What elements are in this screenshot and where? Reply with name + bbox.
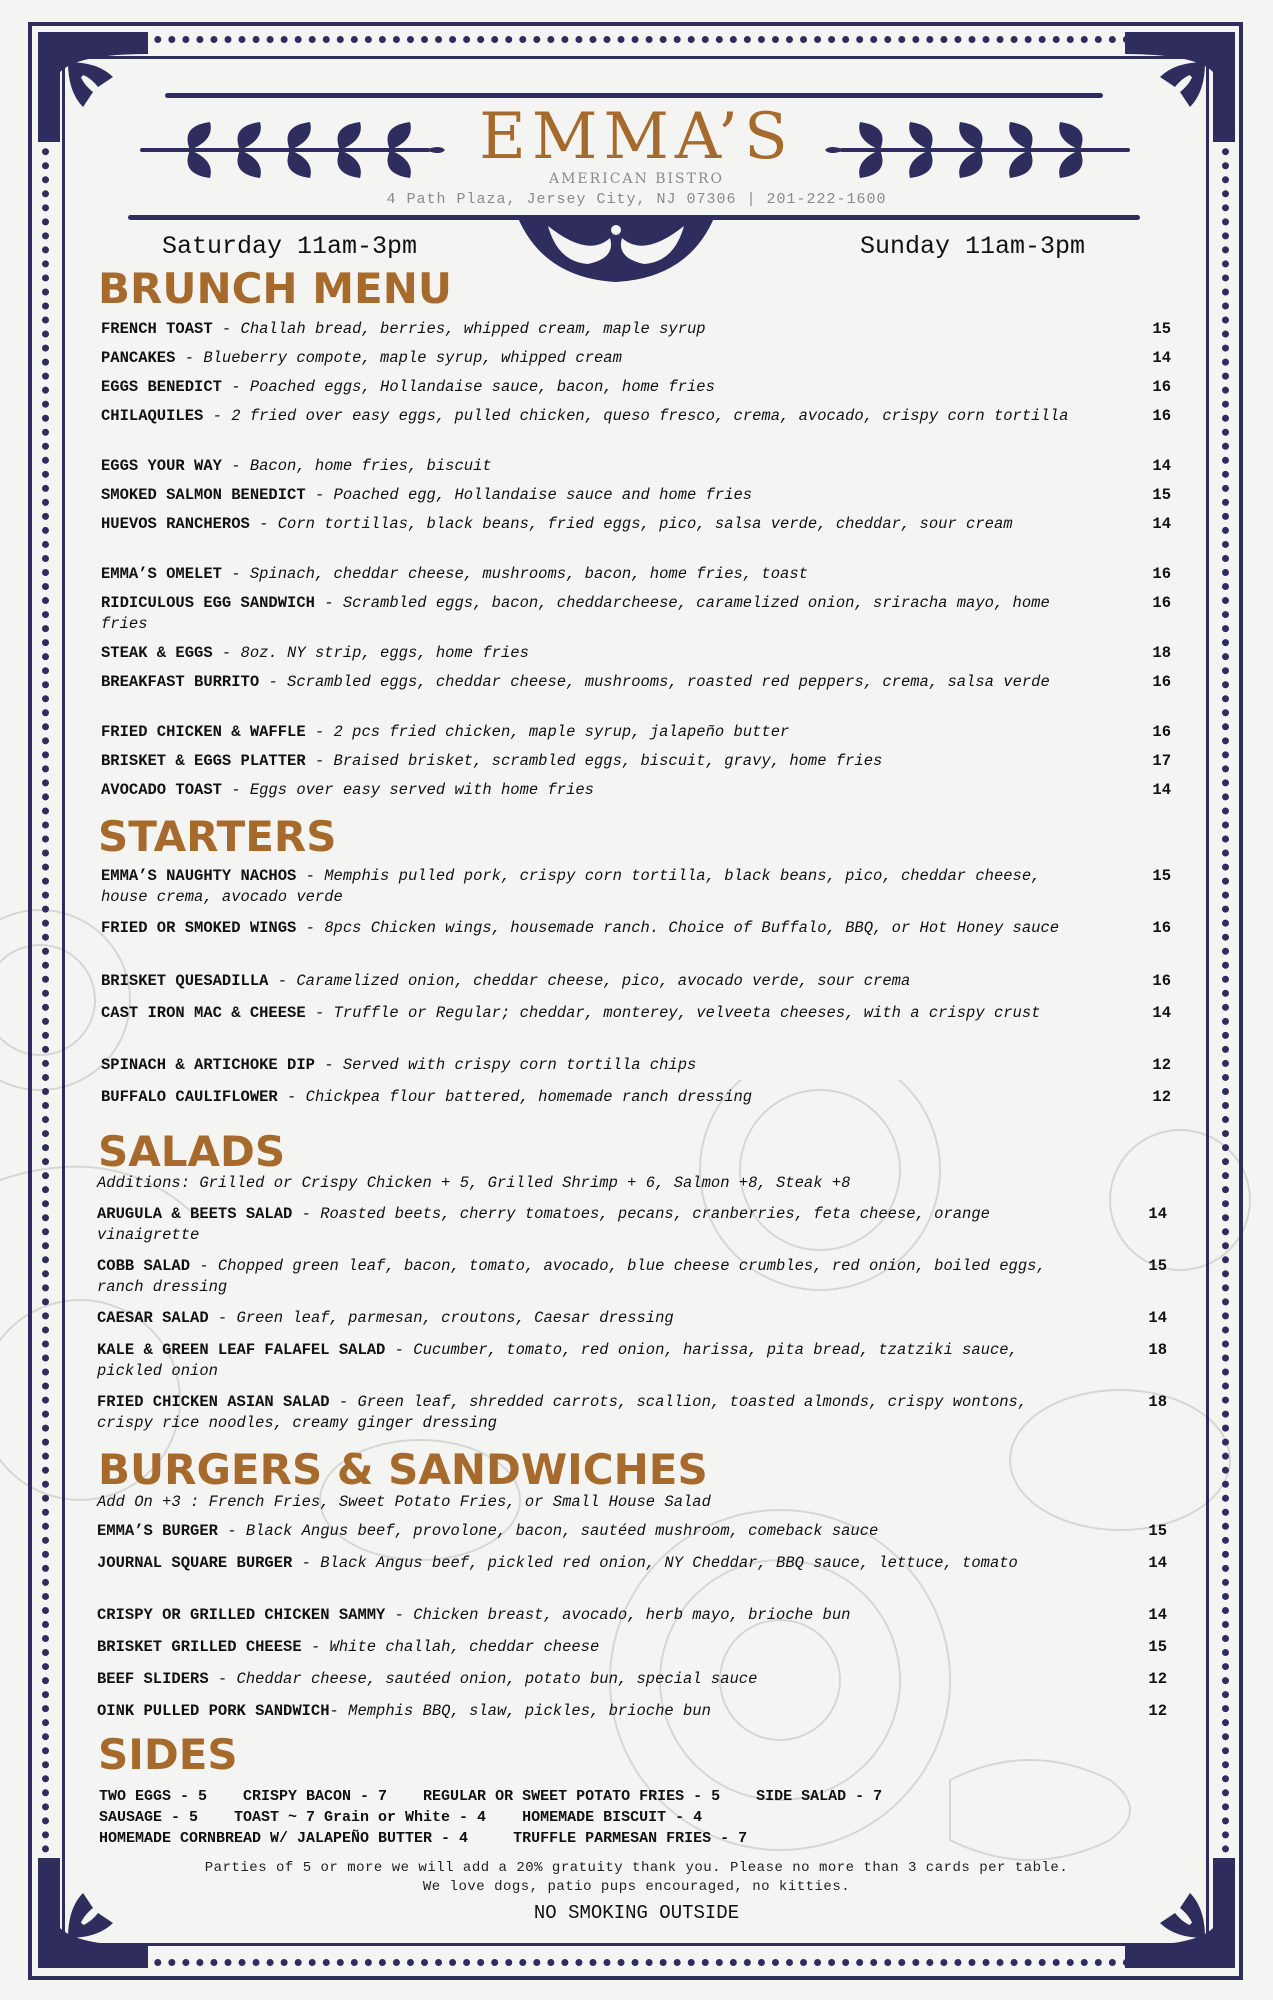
menu-item-price: 14 (1152, 1004, 1171, 1022)
menu-item (97, 1605, 1167, 1626)
center-ornament-icon (518, 218, 714, 282)
menu-item-price: 14 (1148, 1554, 1167, 1572)
menu-item-price: 14 (1148, 1309, 1167, 1327)
menu-item-description: - Green leaf, parmesan, croutons, Caesar dressing (208, 1309, 674, 1327)
menu-item-text (101, 672, 1081, 693)
menu-item-text (101, 456, 1081, 477)
menu-item-name: FRIED CHICKEN & WAFFLE (101, 723, 306, 741)
menu-item-name: CHILAQUILES (101, 407, 204, 425)
menu-item-description: - Poached egg, Hollandaise sauce and home fries (305, 486, 753, 504)
menu-item (101, 643, 1171, 664)
menu-item-name: BEEF SLIDERS (97, 1670, 209, 1688)
menu-item-description: - Scrambled eggs, cheddar cheese, mushrooms, roasted red peppers, crema, salsa verde (259, 673, 1050, 691)
menu-item-price: 16 (1152, 594, 1171, 612)
menu-item-price: 14 (1152, 515, 1171, 533)
menu-item-description: - Scrambled eggs, bacon, cheddarcheese, caramelized onion, sriracha mayo, home fries (101, 594, 1050, 633)
menu-item-text (101, 514, 1081, 535)
menu-item-text (101, 564, 1081, 585)
section-title-brunch: BRUNCH MENU (98, 264, 452, 313)
menu-item (97, 1521, 1167, 1542)
menu-item (97, 1340, 1167, 1382)
menu-item-name: FRIED CHICKEN ASIAN SALAD (97, 1393, 330, 1411)
menu-item-text (101, 918, 1081, 939)
menu-item-price: 18 (1148, 1393, 1167, 1411)
menu-item-description: - Truffle or Regular; cheddar, monterey, velveeta cheeses, with a crispy crust (305, 1004, 1041, 1022)
menu-item-price: 15 (1148, 1257, 1167, 1275)
menu-item-name: FRIED OR SMOKED WINGS (101, 919, 297, 937)
menu-item (101, 918, 1171, 939)
menu-item-price: 12 (1152, 1056, 1171, 1074)
menu-item-price: 14 (1148, 1205, 1167, 1223)
menu-item-price: 14 (1152, 349, 1171, 367)
menu-item-description: - 8oz. NY strip, eggs, home fries (212, 644, 529, 662)
menu-item-text (101, 377, 1081, 398)
menu-item-text (97, 1669, 1077, 1690)
menu-item-name: BREAKFAST BURRITO (101, 673, 260, 691)
menu-item-description: - Bacon, home fries, biscuit (221, 457, 492, 475)
footer-dogs-note: We love dogs, patio pups encouraged, no kitties. (422, 1879, 851, 1895)
menu-item-description: - Cucumber, tomato, red onion, harissa, pita bread, tzatziki sauce, pickled onion (97, 1341, 1018, 1380)
hours-saturday: Saturday 11am-3pm (162, 232, 418, 261)
menu-item-name: JOURNAL SQUARE BURGER (97, 1554, 293, 1572)
menu-item (101, 564, 1171, 585)
menu-item-description: - White challah, cheddar cheese (301, 1638, 600, 1656)
menu-item-name: BRISKET QUESADILLA (101, 972, 269, 990)
menu-item-text (101, 593, 1081, 635)
menu-item-price: 14 (1148, 1606, 1167, 1624)
section-title-starters: STARTERS (98, 812, 337, 861)
restaurant-address: 4 Path Plaza, Jersey City, NJ 07306 | 201-222-1600 (386, 191, 887, 208)
menu-item (97, 1308, 1167, 1329)
menu-item (97, 1204, 1167, 1246)
menu-item-price: 15 (1152, 486, 1171, 504)
menu-item (101, 751, 1171, 772)
menu-item-name: COBB SALAD (97, 1257, 191, 1275)
menu-item-name: KALE & GREEN LEAF FALAFEL SALAD (97, 1341, 386, 1359)
menu-item-text (101, 722, 1081, 743)
menu-item-name: CAESAR SALAD (97, 1309, 209, 1327)
menu-item-text (97, 1637, 1077, 1658)
menu-item-price: 18 (1152, 644, 1171, 662)
menu-item-description: - Chopped green leaf, bacon, tomato, avocado, blue cheese crumbles, red onion, boiled eggs, ranch dressing (97, 1257, 1046, 1296)
menu-item (101, 1087, 1171, 1108)
menu-item-text (97, 1701, 1077, 1722)
menu-item-name: EMMA’S OMELET (101, 565, 222, 583)
menu-item-name: CRISPY OR GRILLED CHICKEN SAMMY (97, 1606, 386, 1624)
menu-item-description: - Spinach, cheddar cheese, mushrooms, bacon, home fries, toast (221, 565, 808, 583)
menu-item-name: SPINACH & ARTICHOKE DIP (101, 1056, 315, 1074)
menu-item-text (101, 780, 1081, 801)
menu-item (97, 1553, 1167, 1574)
menu-item-text (101, 485, 1081, 506)
menu-item-text (101, 971, 1081, 992)
menu-item (97, 1392, 1167, 1434)
menu-item (101, 866, 1171, 908)
menu-item-description: - Black Angus beef, provolone, bacon, sautéed mushroom, comeback sauce (217, 1522, 879, 1540)
menu-item-text (101, 348, 1081, 369)
menu-item (101, 377, 1171, 398)
menu-item-text (97, 1340, 1077, 1382)
menu-item-name: ARUGULA & BEETS SALAD (97, 1205, 293, 1223)
menu-item (101, 780, 1171, 801)
menu-item (101, 319, 1171, 340)
menu-item-description: - Chickpea flour battered, homemade ranch dressing (277, 1088, 753, 1106)
menu-item-price: 16 (1152, 378, 1171, 396)
menu-item-description: - Served with crispy corn tortilla chips (314, 1056, 697, 1074)
menu-item (97, 1701, 1167, 1722)
menu-item-price: 16 (1152, 673, 1171, 691)
menu-item (101, 485, 1171, 506)
menu-item-price: 16 (1152, 972, 1171, 990)
menu-item-description: - Chicken breast, avocado, herb mayo, brioche bun (385, 1606, 851, 1624)
menu-item-name: CAST IRON MAC & CHEESE (101, 1004, 306, 1022)
header-rule-top (165, 93, 1103, 98)
menu-item-text (101, 1055, 1081, 1076)
menu-item-text (101, 751, 1081, 772)
menu-item-price: 16 (1152, 919, 1171, 937)
menu-item (101, 722, 1171, 743)
menu-item-description: - Cheddar cheese, sautéed onion, potato bun, special sauce (208, 1670, 758, 1688)
menu-item-description: - Roasted beets, cherry tomatoes, pecans, cranberries, feta cheese, orange vinaigrette (97, 1205, 990, 1244)
menu-item-text (101, 319, 1081, 340)
menu-item (101, 672, 1171, 693)
menu-item-price: 15 (1148, 1522, 1167, 1540)
menu-item (101, 456, 1171, 477)
section-title-sides: SIDES (98, 1730, 238, 1779)
menu-item-description: - Corn tortillas, black beans, fried eggs, pico, salsa verde, cheddar, sour cream (249, 515, 1013, 533)
menu-item-description: - Caramelized onion, cheddar cheese, pico, avocado verde, sour crema (268, 972, 911, 990)
menu-item-text (97, 1605, 1077, 1626)
menu-item-name: SMOKED SALMON BENEDICT (101, 486, 306, 504)
menu-item-description: - Challah bread, berries, whipped cream, maple syrup (212, 320, 706, 338)
menu-item-name: EMMA’S NAUGHTY NACHOS (101, 867, 297, 885)
menu-item-price: 12 (1152, 1088, 1171, 1106)
menu-item-price: 15 (1152, 320, 1171, 338)
menu-item-name: AVOCADO TOAST (101, 781, 222, 799)
menu-item-description: - 2 fried over easy eggs, pulled chicken, queso fresco, crema, avocado, crispy corn tortilla (203, 407, 1069, 425)
menu-item-text (97, 1521, 1077, 1542)
menu-item-name: STEAK & EGGS (101, 644, 213, 662)
footer-gratuity-note: Parties of 5 or more we will add a 20% gratuity thank you. Please no more than 3 cards per table. (204, 1860, 1069, 1876)
menu-item-text (97, 1553, 1077, 1574)
menu-item-price: 12 (1148, 1670, 1167, 1688)
menu-item-description: - 8pcs Chicken wings, housemade ranch. Choice of Buffalo, BBQ, or Hot Honey sauce (296, 919, 1060, 937)
restaurant-name: EMMA’S (479, 100, 794, 174)
menu-item-text (101, 866, 1081, 908)
menu-item-name: BRISKET GRILLED CHEESE (97, 1638, 302, 1656)
menu-item (101, 593, 1171, 635)
menu-item (97, 1637, 1167, 1658)
menu-item-name: RIDICULOUS EGG SANDWICH (101, 594, 315, 612)
menu-item-name: EMMA’S BURGER (97, 1522, 218, 1540)
menu-item-name: BRISKET & EGGS PLATTER (101, 752, 306, 770)
menu-item-price: 15 (1152, 867, 1171, 885)
menu-item-description: - Blueberry compote, maple syrup, whipped cream (175, 349, 622, 367)
hours-sunday: Sunday 11am-3pm (860, 232, 1086, 261)
menu-item-price: 17 (1152, 752, 1171, 770)
menu-item (101, 1003, 1171, 1024)
menu-item-price: 15 (1148, 1638, 1167, 1656)
menu-item (101, 406, 1171, 427)
menu-item (97, 1669, 1167, 1690)
menu-item (101, 1055, 1171, 1076)
restaurant-subtitle: AMERICAN BISTRO (548, 171, 725, 187)
menu-item-description: - Memphis BBQ, slaw, pickles, brioche bun (329, 1702, 711, 1720)
menu-item-text (97, 1308, 1077, 1329)
menu-item-price: 14 (1152, 781, 1171, 799)
menu-item-price: 14 (1152, 457, 1171, 475)
menu-item (97, 1256, 1167, 1298)
menu-item-name: OINK PULLED PORK SANDWICH (97, 1702, 330, 1720)
menu-item-price: 18 (1148, 1341, 1167, 1359)
menu-item-text (101, 406, 1081, 427)
burgers-addon-note: Add On +3 : French Fries, Sweet Potato Fries, or Small House Salad (97, 1493, 711, 1511)
menu-item-name: FRENCH TOAST (101, 320, 213, 338)
menu-item-text (97, 1392, 1077, 1434)
menu-item-description: - 2 pcs fried chicken, maple syrup, jalapeño butter (305, 723, 790, 741)
footer-no-smoking: NO SMOKING OUTSIDE (533, 1902, 740, 1924)
menu-item-name: PANCAKES (101, 349, 176, 367)
menu-item-name: BUFFALO CAULIFLOWER (101, 1088, 278, 1106)
menu-item (101, 348, 1171, 369)
sides-line-2: SAUSAGE - 5 TOAST ~ 7 Grain or White - 4 HOMEMADE BISCUIT - 4 (99, 1809, 703, 1826)
menu-item-price: 16 (1152, 407, 1171, 425)
menu-item-description: - Braised brisket, scrambled eggs, biscuit, gravy, home fries (305, 752, 883, 770)
menu-item (101, 971, 1171, 992)
menu-item (101, 514, 1171, 535)
sides-line-1: TWO EGGS - 5 CRISPY BACON - 7 REGULAR OR SWEET POTATO FRIES - 5 SIDE SALAD - 7 (99, 1788, 883, 1805)
menu-item-description: - Memphis pulled pork, crispy corn tortilla, black beans, pico, cheddar cheese, house crema, avocado verde (101, 867, 1041, 906)
menu-item-name: EGGS BENEDICT (101, 378, 222, 396)
menu-item-name: EGGS YOUR WAY (101, 457, 222, 475)
menu-item-description: - Poached eggs, Hollandaise sauce, bacon, home fries (221, 378, 715, 396)
menu-item-text (97, 1256, 1077, 1298)
menu-item-description: - Black Angus beef, pickled red onion, NY Cheddar, BBQ sauce, lettuce, tomato (292, 1554, 1018, 1572)
sides-line-3: HOMEMADE CORNBREAD W/ JALAPEÑO BUTTER - 4 TRUFFLE PARMESAN FRIES - 7 (99, 1830, 748, 1847)
menu-item-price: 16 (1152, 565, 1171, 583)
section-title-salads: SALADS (98, 1127, 286, 1176)
menu-item-description: - Green leaf, shredded carrots, scallion, toasted almonds, crispy wontons, crispy rice noodles, creamy ginger dressing (97, 1393, 1028, 1432)
menu-item-price: 16 (1152, 723, 1171, 741)
section-title-burgers: BURGERS & SANDWICHES (98, 1445, 708, 1494)
menu-item-price: 12 (1148, 1702, 1167, 1720)
menu-item-name: HUEVOS RANCHEROS (101, 515, 250, 533)
salads-additions-note: Additions: Grilled or Crispy Chicken + 5, Grilled Shrimp + 6, Salmon +8, Steak +8 (97, 1174, 851, 1192)
menu-item-text (101, 1003, 1081, 1024)
menu-item-text (101, 643, 1081, 664)
menu-item-text (97, 1204, 1077, 1246)
menu-item-text (101, 1087, 1081, 1108)
menu-item-description: - Eggs over easy served with home fries (221, 781, 594, 799)
